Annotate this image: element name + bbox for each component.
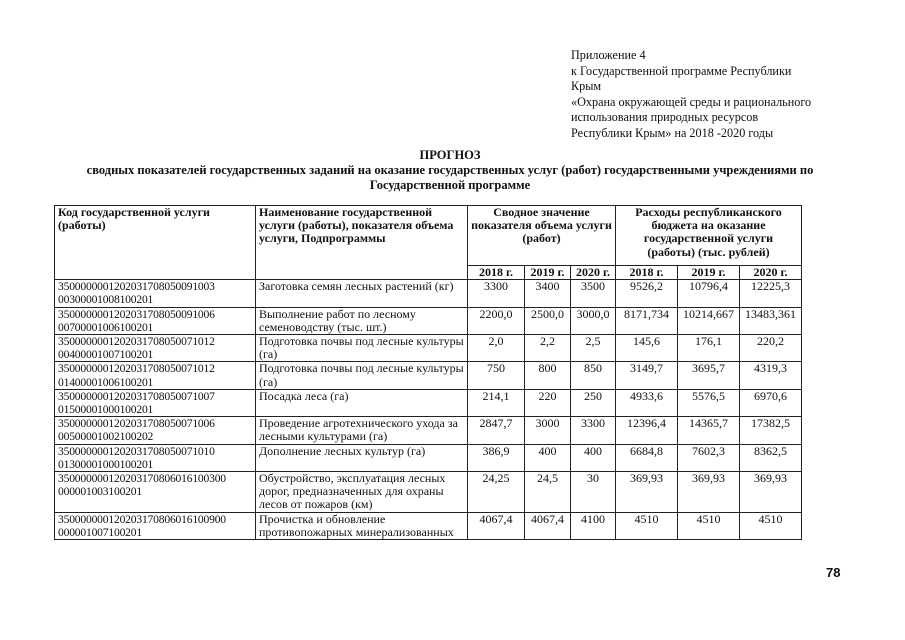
cost-value-cell: 3695,7 bbox=[678, 362, 740, 389]
volume-value-cell: 4067,4 bbox=[525, 512, 571, 539]
volume-value-cell: 750 bbox=[468, 362, 525, 389]
service-name-cell: Обустройство, эксплуатация лесных дорог, предназначенных для охраны лесов от пожаров (км) bbox=[256, 472, 468, 513]
cost-value-cell: 10796,4 bbox=[678, 280, 740, 307]
service-name-cell: Прочистка и обновление противопожарных минерализованных bbox=[256, 512, 468, 539]
volume-value-cell: 4067,4 bbox=[468, 512, 525, 539]
service-code-cell bbox=[55, 362, 256, 389]
volume-value-cell: 800 bbox=[525, 362, 571, 389]
volume-value-cell: 3400 bbox=[525, 280, 571, 307]
volume-value-cell: 4100 bbox=[571, 512, 616, 539]
cost-value-cell: 14365,7 bbox=[678, 417, 740, 444]
header-year: 2018 г. bbox=[616, 266, 678, 280]
service-code-line: 3500000001202031708050071010 bbox=[58, 444, 215, 458]
service-code-line: 00300001008100201 bbox=[58, 293, 154, 307]
cost-value-cell: 4933,6 bbox=[616, 389, 678, 416]
cost-value-cell: 8171,734 bbox=[616, 307, 678, 334]
header-year: 2018 г. bbox=[468, 266, 525, 280]
table-row bbox=[55, 280, 802, 307]
appendix-block bbox=[571, 48, 871, 141]
header-year: 2020 г. bbox=[571, 266, 616, 280]
cost-value-cell: 176,1 bbox=[678, 335, 740, 362]
volume-value-cell: 24,25 bbox=[468, 472, 525, 513]
table-row bbox=[55, 307, 802, 334]
table-row bbox=[55, 417, 802, 444]
cost-value-cell: 145,6 bbox=[616, 335, 678, 362]
header-name: Наименование государственной услуги (работы), показателя объема услуги, Подпрограммы bbox=[256, 206, 468, 280]
header-year: 2019 г. bbox=[525, 266, 571, 280]
header-volume: Сводное значение показателя объема услуги (работ) bbox=[468, 206, 616, 266]
cost-value-cell: 4510 bbox=[740, 512, 802, 539]
service-code-line: 000001003100201 bbox=[58, 485, 142, 499]
volume-value-cell: 2,5 bbox=[571, 335, 616, 362]
service-code-line: 3500000001202031708050091006 bbox=[58, 307, 215, 321]
volume-value-cell: 3500 bbox=[571, 280, 616, 307]
service-name-cell: Выполнение работ по лесному семеноводству (тыс. шт.) bbox=[256, 307, 468, 334]
volume-value-cell: 214,1 bbox=[468, 389, 525, 416]
table-row bbox=[55, 362, 802, 389]
cost-value-cell: 6684,8 bbox=[616, 444, 678, 471]
service-code-cell bbox=[55, 417, 256, 444]
cost-value-cell: 3149,7 bbox=[616, 362, 678, 389]
volume-value-cell: 3300 bbox=[468, 280, 525, 307]
cost-value-cell: 369,93 bbox=[740, 472, 802, 513]
volume-value-cell: 2500,0 bbox=[525, 307, 571, 334]
service-code-line: 00400001007100201 bbox=[58, 348, 154, 362]
cost-value-cell: 5576,5 bbox=[678, 389, 740, 416]
document-subtitle-line1: сводных показателей государственных заданий на оказание государственных услуг (работ) государственными учреждениями по bbox=[86, 163, 814, 177]
cost-value-cell: 6970,6 bbox=[740, 389, 802, 416]
service-code-cell bbox=[55, 512, 256, 539]
forecast-table bbox=[54, 205, 802, 540]
volume-value-cell: 30 bbox=[571, 472, 616, 513]
cost-value-cell: 4510 bbox=[616, 512, 678, 539]
volume-value-cell: 3000 bbox=[525, 417, 571, 444]
service-code-line: 00500001002100202 bbox=[58, 430, 154, 444]
volume-value-cell: 2847,7 bbox=[468, 417, 525, 444]
service-code-line: 3500000001202031708050071006 bbox=[58, 417, 215, 431]
volume-value-cell: 386,9 bbox=[468, 444, 525, 471]
service-code-line: 01400001006100201 bbox=[58, 375, 154, 389]
header-code: Код государственной услуги (работы) bbox=[55, 206, 256, 280]
service-code-line: 350000000120203170806016100900 bbox=[58, 512, 226, 526]
table-row bbox=[55, 444, 802, 471]
service-code-cell bbox=[55, 280, 256, 307]
service-code-cell bbox=[55, 335, 256, 362]
appendix-line: Крым bbox=[571, 79, 602, 93]
volume-value-cell: 2,0 bbox=[468, 335, 525, 362]
service-code-line: 3500000001202031708050091003 bbox=[58, 280, 215, 294]
service-name-cell: Посадка леса (га) bbox=[256, 389, 468, 416]
volume-value-cell: 850 bbox=[571, 362, 616, 389]
cost-value-cell: 8362,5 bbox=[740, 444, 802, 471]
cost-value-cell: 10214,667 bbox=[678, 307, 740, 334]
volume-value-cell: 400 bbox=[571, 444, 616, 471]
volume-value-cell: 3300 bbox=[571, 417, 616, 444]
cost-value-cell: 12396,4 bbox=[616, 417, 678, 444]
service-code-line: 35000000012020317080601610030​0 bbox=[58, 472, 226, 486]
volume-value-cell: 400 bbox=[525, 444, 571, 471]
header-year: 2019 г. bbox=[678, 266, 740, 280]
service-code-line: 3500000001202031708050071012 bbox=[58, 335, 215, 349]
volume-value-cell: 24,5 bbox=[525, 472, 571, 513]
service-name-cell: Заготовка семян лесных растений (кг) bbox=[256, 280, 468, 307]
table-row bbox=[55, 335, 802, 362]
service-code-cell bbox=[55, 472, 256, 513]
cost-value-cell: 7602,3 bbox=[678, 444, 740, 471]
volume-value-cell: 220 bbox=[525, 389, 571, 416]
appendix-line: к Государственной программе Республики bbox=[571, 63, 792, 78]
service-code-cell bbox=[55, 307, 256, 334]
page-number: 78 bbox=[826, 565, 841, 580]
cost-value-cell: 369,93 bbox=[616, 472, 678, 513]
service-code-cell bbox=[55, 444, 256, 471]
cost-value-cell: 4510 bbox=[678, 512, 740, 539]
cost-value-cell: 369,93 bbox=[678, 472, 740, 513]
appendix-line: Республики Крым» на 2018 -2020 годы bbox=[571, 125, 774, 140]
service-code-line: 01500001000100201 bbox=[58, 403, 154, 417]
service-name-cell: Подготовка почвы под лесные культуры (га) bbox=[256, 362, 468, 389]
cost-value-cell: 13483,361 bbox=[740, 307, 802, 334]
service-code-line: 00700001006100201 bbox=[58, 320, 154, 334]
document-subtitle-line2: Государственной программе bbox=[369, 178, 531, 192]
service-code-line: 000001007100201 bbox=[58, 525, 142, 539]
service-code-line: 3500000001202031708050071007 bbox=[58, 389, 215, 403]
cost-value-cell: 12225,3 bbox=[740, 280, 802, 307]
cost-value-cell: 9526,2 bbox=[616, 280, 678, 307]
cost-value-cell: 4319,3 bbox=[740, 362, 802, 389]
service-code-cell bbox=[55, 389, 256, 416]
appendix-line: использования природных ресурсов bbox=[571, 110, 759, 124]
table-row bbox=[55, 472, 802, 513]
header-year: 2020 г. bbox=[740, 266, 802, 280]
service-code-line: 01300001000100201 bbox=[58, 457, 154, 471]
service-code-line: 3500000001202031708050071012 bbox=[58, 362, 215, 376]
service-name-cell: Проведение агротехнического ухода за лесными культурами (га) bbox=[256, 417, 468, 444]
table-row bbox=[55, 512, 802, 539]
appendix-line: Приложение 4 bbox=[571, 48, 646, 62]
volume-value-cell: 250 bbox=[571, 389, 616, 416]
cost-value-cell: 17382,5 bbox=[740, 417, 802, 444]
cost-value-cell: 220,2 bbox=[740, 335, 802, 362]
header-costs: Расходы республиканского бюджета на оказание государственной услуги (работы) (тыс. рублей) bbox=[616, 206, 802, 266]
table-row bbox=[55, 389, 802, 416]
appendix-line: «Охрана окружающей среды и рационального bbox=[571, 94, 812, 109]
volume-value-cell: 2,2 bbox=[525, 335, 571, 362]
document-title: ПРОГНОЗ bbox=[419, 148, 481, 162]
service-name-cell: Дополнение лесных культур (га) bbox=[256, 444, 468, 471]
service-name-cell: Подготовка почвы под лесные культуры (га) bbox=[256, 335, 468, 362]
volume-value-cell: 2200,0 bbox=[468, 307, 525, 334]
volume-value-cell: 3000,0 bbox=[571, 307, 616, 334]
